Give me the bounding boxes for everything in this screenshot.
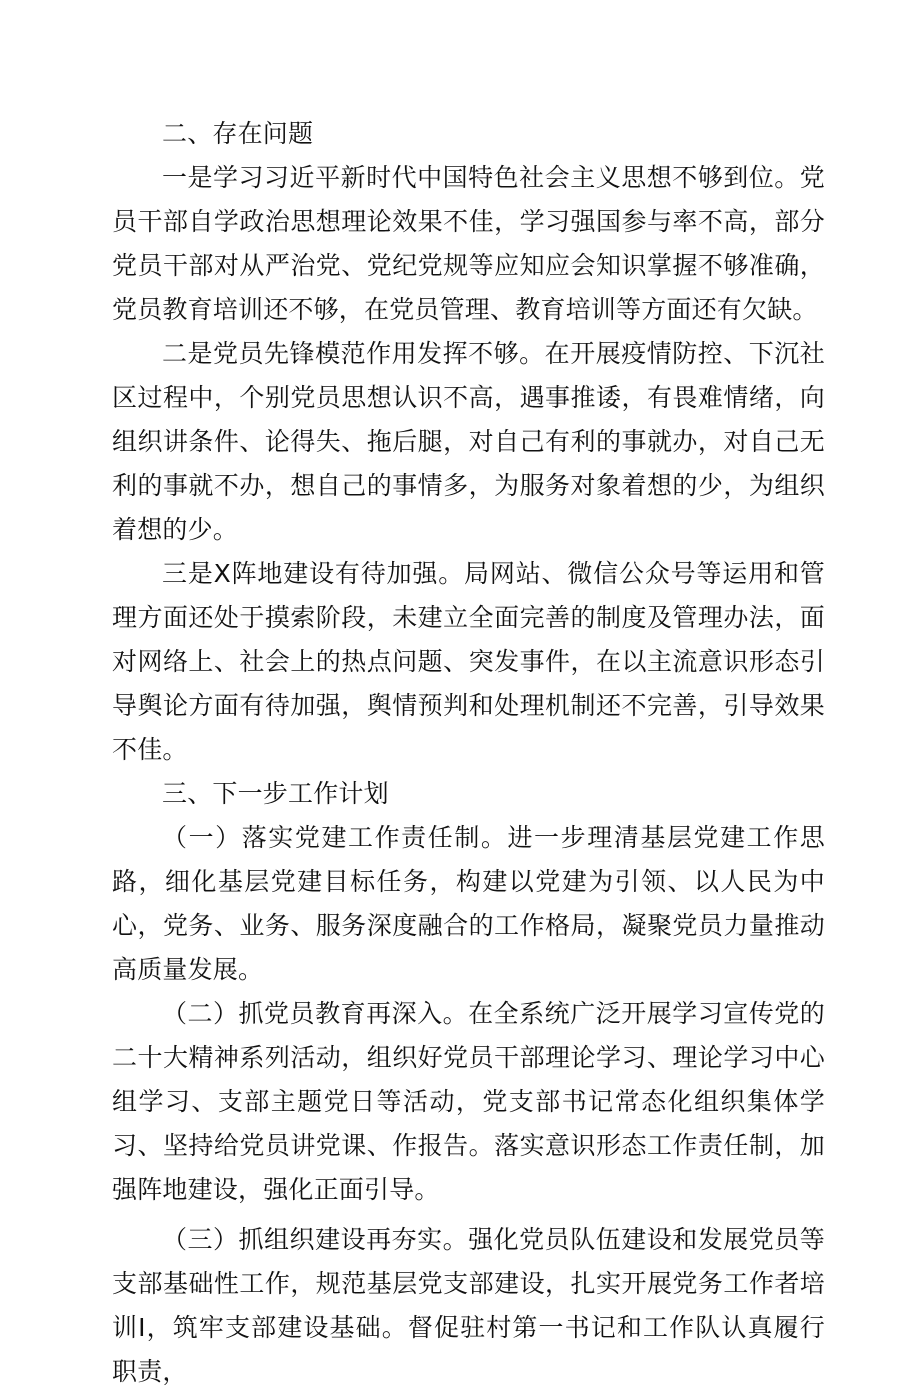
problem-paragraph-2: 二是党员先锋模范作用发挥不够。在开展疫情防控、下沉社区过程中，个别党员思想认识不高，遇事推诿，有畏难情绪，向组织讲条件、论得失、拖后腿，对自己有利的事就办，对自己无利的事就不办，想自己的事情多，为服务对象着想的少，为组织着想的少。 [112,339,825,544]
problem-paragraph-3: 三是X阵地建设有待加强。局网站、微信公众号等运用和管理方面还处于摸索阶段，未建立全面完善的制度及管理办法，面对网络上、社会上的热点问题、突发事件，在以主流意识形态引导舆论方面有待加强，舆情预判和处理机制还不完善，引导效果不佳。 [112,559,825,764]
plan-paragraph-2: （二）抓党员教育再深入。在全系统广泛开展学习宣传党的二十大精神系列活动，组织好党员干部理论学习、理论学习中心组学习、支部主题党日等活动，党支部书记常态化组织集体学习、坚持给党员讲党课、作报告。落实意识形态工作责任制，加强阵地建设，强化正面引导。 [112,999,825,1204]
plan-paragraph-3: （三）抓组织建设再夯实。强化党员队伍建设和发展党员等支部基础性工作，规范基层党支部建设，扎实开展党务工作者培训I，筑牢支部建设基础。督促驻村第一书记和工作队认真履行职责， [112,1225,825,1386]
section-heading-next-steps: 三、下一步工作计划 [162,779,389,808]
plan-paragraph-1: （一）落实党建工作责任制。进一步理清基层党建工作思路，细化基层党建目标任务，构建以党建为引领、以人民为中心，党务、业务、服务深度融合的工作格局，凝聚党员力量推动高质量发展。 [112,823,825,984]
problem-paragraph-1: 一是学习习近平新时代中国特色社会主义思想不够到位。党员干部自学政治思想理论效果不佳，学习强国参与率不高，部分党员干部对从严治党、党纪党规等应知应会知识掌握不够准确，党员教育培训还不够，在党员管理、教育培训等方面还有欠缺。 [112,163,825,324]
section-heading-problems: 二、存在问题 [162,119,314,148]
